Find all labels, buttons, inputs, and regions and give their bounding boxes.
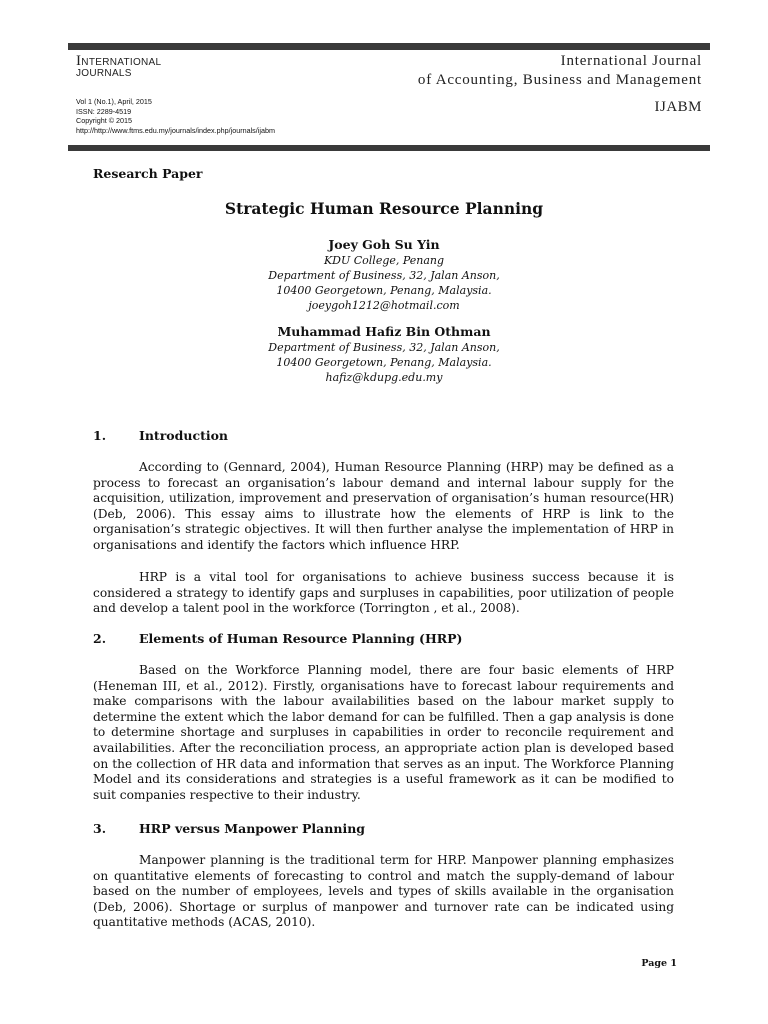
affiliation-line: KDU College, Penang — [323, 254, 445, 267]
journal-name-block — [418, 52, 702, 116]
author-email[interactable]: hafiz@kdupg.edu.my — [325, 371, 443, 384]
publisher-logo — [76, 53, 176, 79]
section-number: 3. — [93, 821, 107, 836]
journal-title-line2: of Accounting, Business and Management — [417, 72, 702, 88]
volume-info: Vol 1 (No.1), April, 2015 — [76, 97, 152, 106]
issn-info: ISSN: 2289-4519 — [76, 106, 132, 116]
logo-line1: NTERNATIONAL — [81, 57, 162, 68]
body-paragraph: Manpower planning is the traditional term for HRP. Manpower planning emphasizes on quantitative elements of forecasting to control and match the supply-demand of labour based on the number of employees, levels and types of skills available in the organisation (Deb, 2006). Shortage or surplus of manpower and turnover rate can be indicated using quantitative methods (ACAS, 2010). — [93, 853, 674, 930]
header-bottom-rule — [68, 145, 710, 151]
author-name: Joey Goh Su Yin — [328, 237, 440, 252]
author-affiliation — [0, 340, 768, 385]
paper-type: Research Paper — [93, 166, 203, 181]
page-number: Page 1 — [641, 958, 677, 969]
issue-metadata — [76, 97, 275, 135]
author-name: Muhammad Hafiz Bin Othman — [277, 324, 491, 339]
affiliation-line: 10400 Georgetown, Penang, Malaysia. — [276, 284, 492, 297]
body-paragraph: HRP is a vital tool for organisations to achieve business success because it is considered a strategy to identify gaps and surpluses in capabilities, poor utilization of people and develop a talent pool in the workforce (Torrington , et al., 2008). — [93, 570, 674, 616]
section-number: 1. — [93, 428, 107, 443]
journal-abbreviation: IJABM — [654, 99, 702, 115]
affiliation-line: 10400 Georgetown, Penang, Malaysia. — [276, 356, 492, 369]
journal-title-line1: International Journal — [560, 53, 702, 69]
copyright-info: Copyright © 2015 — [76, 116, 133, 125]
author-affiliation — [0, 253, 768, 313]
section-heading — [93, 631, 462, 646]
affiliation-line: Department of Business, 32, Jalan Anson, — [268, 269, 500, 282]
header-top-rule — [68, 43, 710, 50]
section-heading — [93, 428, 228, 443]
section-title: Introduction — [139, 428, 229, 443]
section-number: 2. — [93, 631, 107, 646]
body-paragraph: Based on the Workforce Planning model, there are four basic elements of HRP (Heneman III, et al., 2012). Firstly, organisations have to forecast labour requirements and make comparisons with the labour availabilities based on the labour market supply to determine the extent which the labor demand for can be fulfilled. Then a gap analysis is done to determine shortage and surpluses in capabilities in order to reconcile requirement and availabilities. After the reconciliation process, an appropriate action plan is developed based on the collection of HR data and information that serves as an input. The Workforce Planning Model and its considerations and strategies is a useful framework as it can be modified to suit companies respective to their industry. — [93, 663, 674, 802]
author-email[interactable]: joeygoh1212@hotmail.com — [308, 299, 460, 312]
logo-initial: I — [76, 53, 82, 69]
section-title: HRP versus Manpower Planning — [139, 821, 366, 836]
affiliation-line: Department of Business, 32, Jalan Anson, — [268, 341, 500, 354]
body-paragraph: According to (Gennard, 2004), Human Resource Planning (HRP) may be defined as a process to forecast an organisation’s labour demand and internal labour supply for the acquisition, utilization, improvement and preservation of organisation’s human resource(HR) (Deb, 2006). This essay aims to illustrate how the elements of HRP is link to the organisation’s strategic objectives. It will then further analyse the implementation of HRP in organisations and identify the factors which influence HRP. — [93, 460, 674, 552]
journal-url[interactable]: http://http://www.ftms.edu.my/journals/index.php/journals/ijabm — [76, 125, 275, 135]
paper-title: Strategic Human Resource Planning — [224, 199, 544, 218]
section-title: Elements of Human Resource Planning (HRP) — [139, 631, 463, 646]
section-heading — [93, 821, 365, 836]
logo-line2: JOURNALS — [76, 68, 132, 79]
